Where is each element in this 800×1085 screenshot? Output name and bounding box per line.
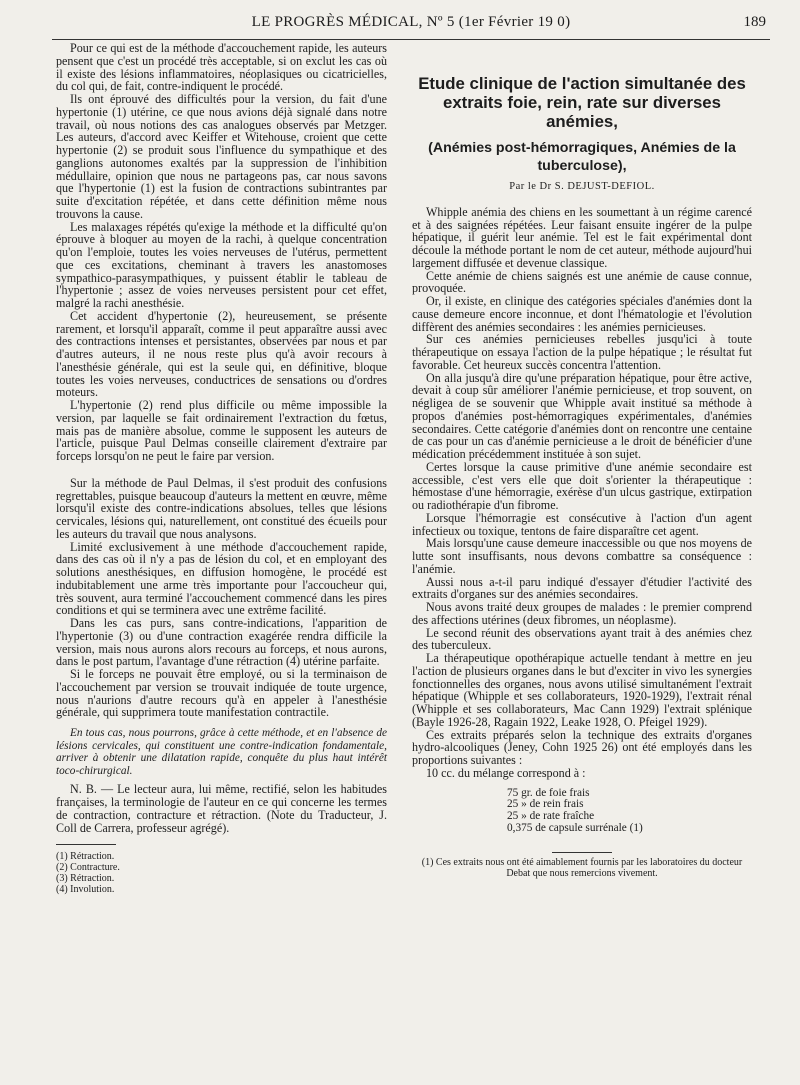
paragraph: Ces extraits préparés selon la technique des extraits d'organes hydro-alcooliques (Jeney, Cohn 1925 26) ont été employés dans les proportions suivantes :	[412, 727, 752, 767]
footnote: (2) Contracture.	[56, 862, 120, 874]
paragraph: Ils ont éprouvé des difficultés pour la version, du fait d'une hypertonie (1) utérine, ce que nous avions déjà signalé dans notre travail, où nous notions des cas analogues observés par Metzger. Les auteurs, d'accord avec Keiffer et Witehouse, croient que cette hypertonie (2) se produit sous l'influence du sympathique et des ganglions autonomes exaltés par la suppression de l'inhibition médullaire, opinion que nous ne partageons pas, car nous savons que l'hypertonie (1) est la fusion de contractions subintrantes par suite d'excitation répétée, et dans cette définition même nous trouvons la cause.	[56, 92, 387, 221]
section-gap	[56, 463, 387, 477]
footnote: (1) Rétraction.	[56, 851, 115, 863]
page-number: 189	[743, 14, 766, 30]
paragraph: Limité exclusivement à une méthode d'accouchement rapide, dans des cas où il n'y a pas de lésion du col, et en employant des solutions anesthésiques, en diffusion homogène, le procédé est indubitablement une arme très importante pour l'accoucheur qui, très souvent, aura terminé l'accouchement commencé dans les pires conditions et qui se terminera avec une extrême facilité.	[56, 539, 387, 618]
italic-conclusion: En tous cas, nous pourrons, grâce à cette méthode, et en l'absence de lésions cervicales, qui constituent une contre-indication fondamentale, arriver à obtenir une dilatation rapide, conquête du plus haut intérêt toco-chirurgical.	[56, 727, 387, 777]
footnote-rule	[552, 852, 612, 853]
footnote: (3) Rétraction.	[56, 873, 115, 885]
paragraph: Le second réunit des observations ayant trait à des anémies chez des tuberculeux.	[412, 625, 752, 653]
paragraph: Nous avons traité deux groupes de malades : le premier comprend des affections utérines (deux fibromes, un néoplasme).	[412, 600, 752, 627]
list-item: 0,375 de capsule surrénale (1)	[507, 821, 643, 834]
header-rule	[52, 39, 770, 40]
paragraph: Cette anémie de chiens saignés est une anémie de cause connue, provoquée.	[412, 268, 752, 296]
list-item: 75 gr. de foie frais	[507, 786, 590, 799]
paragraph: Whipple anémia des chiens en les soumettant à un régime carencé et à des saignées répétées. Leur faisant ensuite ingérer de la pulpe hépatique, il guérit leur anémie. Tel est le fait expérimental dont découle la méthode portant le nom de cet auteur, méthode aujourd'hui largement diffusée et devenue classique.	[412, 204, 752, 270]
extract-composition-list	[507, 788, 752, 835]
paragraph: Si le forceps ne pouvait être employé, ou si la terminaison de l'accouchement par version se trouvait indiquée de toute urgence, nous n'aurions d'autre recours qu'à en appeler à l'anesthésie générale, qui supprimera toute manifestation contractile.	[56, 667, 387, 720]
paragraph: 10 cc. du mélange correspond à :	[426, 765, 586, 780]
translator-note: N. B. — Le lecteur aura, lui même, rectifié, selon les habitudes françaises, la terminologie de l'auteur en ce qui concerne les termes de contraction, contracture et rétraction. (Note du Traducteur, J. Coll de Carrera, professeur agrégé).	[56, 782, 387, 835]
footnote: (4) Involution.	[56, 884, 115, 896]
paragraph: Lorsque l'hémorragie est consécutive à l'action d'un agent infectieux ou toxique, tentons de faire disparaître cet agent.	[412, 510, 752, 538]
paragraph: Sur la méthode de Paul Delmas, il s'est produit des confusions regrettables, puisque beaucoup d'auteurs la mettent en œuvre, même lorsqu'il existe des contre-indications absolues, telles que lésions cervicales, lésions qui, naturellement, ont constitué des écueils pour les auteurs du travail que nous analysons.	[56, 475, 387, 541]
list-item: 25 » de rate fraîche	[507, 809, 595, 822]
article-title: Etude clinique de l'action simultanée des extraits foie, rein, rate sur diverses anémies,	[418, 74, 746, 131]
paragraph: Pour ce qui est de la méthode d'accouchement rapide, les auteurs pensent que c'est un procédé très acceptable, si on exclut les cas où il existe des lésions inflammatoires, néoplasiques ou cicatricielles, du col qui, de fait, contre-indiquent le procédé.	[56, 41, 387, 94]
footnotes	[56, 851, 387, 895]
author-byline: Par le Dr S. DEJUST-DEFIOL.	[509, 181, 655, 192]
paragraph: Les malaxages répétés qu'exige la méthode et la difficulté qu'on éprouve à bloquer au moyen de la rachi, à quelque concentration qu'on l'emploie, toutes les voies nerveuses de l'utérus, permettent que ces excitations, cheminant à travers les anastomoses sympathico-parasympathiques, y puissent établir le tableau de l'hypertonie ; assez de voies nerveuses persistent pour cet effet, malgré la rachi anesthésie.	[56, 219, 387, 310]
paragraph: On alla jusqu'à dire qu'une préparation hépatique, pour être active, devait à coup sûr améliorer l'anémie pernicieuse, et trop souvent, on négligea de se souvenir que Whipple avait institué sa méthode à propos d'anémies post-hémorragiques expérimentales, d'anémies secondaires. Cette catégorie d'anémies dont on rencontre une centaine de cas pour un cas d'anémie pernicieuse a le droit de bénéficier d'une médication précédemment instituée à son sujet.	[412, 370, 752, 461]
paragraph: Aussi nous a-t-il paru indiqué d'essayer d'étudier l'activité des extraits d'organes sur des anémies secondaires.	[412, 574, 752, 602]
article-subtitle: (Anémies post-hémorragiques, Anémies de la tuberculose),	[428, 140, 736, 174]
paragraph: Cet accident d'hypertonie (2), heureusement, se présente rarement, et lorsqu'il apparaît, comme il peut apparaître aussi avec des contractions intenses et persistantes, observées par nous et par d'autres auteurs, il ne nous reste plus qu'à avoir recours à l'anesthésie générale, qui est la seule qui, en définitive, bloque toutes les voies nerveuses, conductrices de sensations ou d'ordres moteurs.	[56, 308, 387, 400]
footnote: (1) Ces extraits nous ont été aimablement fournis par les laboratoires du docteur Debat que nous remercions vivement.	[421, 857, 743, 880]
right-column	[412, 42, 752, 879]
journal-title: LE PROGRÈS MÉDICAL, Nº 5 (1er Février 19 0)	[251, 14, 571, 30]
running-header	[52, 14, 770, 36]
left-column	[56, 42, 387, 895]
list-item: 25 » de rein frais	[507, 798, 584, 811]
paragraph: Sur ces anémies pernicieuses rebelles jusqu'ici à toute thérapeutique on essaya l'action de la pulpe hépatique ; le résultat fut favorable. Cet heureux succès concentra l'attention.	[412, 332, 752, 372]
paragraph: Mais lorsqu'une cause demeure inaccessible ou que nos moyens de lutte sont insuffisants, nous devons combattre sa conséquence : l'anémie.	[412, 536, 752, 576]
paragraph: La thérapeutique opothérapique actuelle tendant à mettre en jeu l'action de plusieurs organes dans le but d'exciter in vivo les synergies fonctionnelles des organes, nous avons utilisé simultanément l'extrait hépatique (Whipple et ses collaborateurs, 1920-1929), l'extrait rénal (Whipple et ses collaborateurs, Mac Cann 1929) l'extrait splénique (Bayle 1926-28, Ragain 1922, Leake 1928, O. Pfeigel 1929).	[412, 651, 752, 729]
paragraph: Or, il existe, en clinique des catégories spéciales d'anémies dont la cause demeure encore inconnue, et dont l'hématologie et l'évolution diffèrent des anémies secondaires : les anémies pernicieuses.	[412, 294, 752, 334]
footnote-rule	[56, 844, 116, 845]
paragraph: Certes lorsque la cause primitive d'une anémie secondaire est accessible, c'est vers elle que doit s'orienter la thérapeutique : hémostase d'une hémorragie, exérèse d'un ulcus gastrique, extirpation ou radiothérapie d'un fibrome.	[412, 459, 752, 512]
paragraph: L'hypertonie (2) rend plus difficile ou même impossible la version, par laquelle se fait ordinairement l'extraction du fœtus, mais pas de manière absolue, comme le supposent les auteurs de l'article, puisque Paul Delmas conseille clairement d'extraire par forceps lorsqu'on ne peut le faire par version.	[56, 398, 387, 463]
paragraph: Dans les cas purs, sans contre-indications, l'apparition de l'hypertonie (3) ou d'une contraction exagérée rendra difficile la version, mais nous aurons alors recours au forceps, et nous aurons, dans le post partum, l'avantage d'une rétraction (4) utérine parfaite.	[56, 616, 387, 669]
